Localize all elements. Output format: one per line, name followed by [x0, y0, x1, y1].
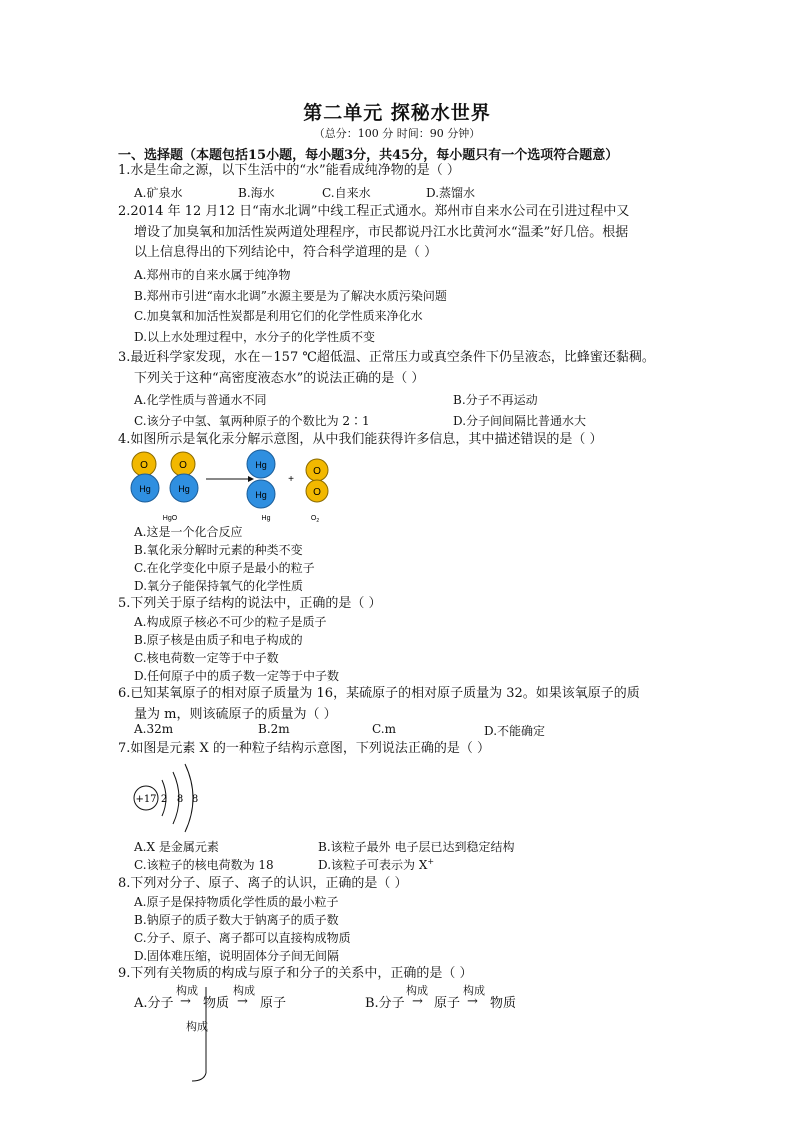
reaction-arrowhead — [248, 476, 254, 482]
oxygen-atom-label: O — [179, 460, 187, 471]
q8-option-d: D.固体难压缩，说明固体分子间无间隔 — [134, 949, 340, 963]
q5-option-a: A.构成原子核必不可少的粒子是质子 — [134, 615, 327, 629]
question-6-line-1: 6.已知某氧原子的相对原子质量为 16，某硫原子的相对原子质量为 32。如果该氧原子的质 — [118, 686, 640, 701]
caption-o2-subscript: 2 — [316, 518, 320, 524]
plus-sign: + — [288, 474, 294, 485]
q9-option-a-substance: 物质 — [203, 996, 230, 1011]
oxygen-atom-label: O — [313, 466, 321, 477]
q3-option-b: B.分子不再运动 — [453, 393, 538, 407]
question-7 — [118, 739, 490, 760]
question-7-stem: 7.如图是元素 X 的一种粒子结构示意图，下列说法正确的是（ ） — [118, 741, 491, 756]
q4-option-c: C.在化学变化中原子是最小的粒子 — [134, 561, 315, 575]
q5-option-d: D.任何原子中的质子数一定等于中子数 — [134, 669, 340, 683]
question-6 — [118, 684, 640, 725]
q6-option-a: A.32m — [134, 722, 174, 736]
mercury-atom-label: Hg — [139, 484, 151, 494]
q1-option-a: A.矿泉水 — [134, 186, 183, 200]
caption-hgo: HgO — [162, 515, 178, 522]
q8-option-c: C.分子、原子、离子都可以直接构成物质 — [134, 931, 351, 945]
shell-1-electrons: 2 — [160, 794, 168, 805]
q2-option-d: D.以上水处理过程中，水分子的化学性质不变 — [134, 330, 376, 344]
question-5-stem: 5.下列关于原子结构的说法中，正确的是（ ） — [118, 596, 382, 611]
q7-option-b: B.该粒子最外 电子层已达到稳定结构 — [318, 840, 515, 854]
question-3-line-2: 下列关于这种“高密度液态水”的说法正确的是（ ） — [134, 370, 425, 386]
q9-option-a-arrow-1: → — [180, 994, 191, 1009]
question-1 — [118, 161, 460, 182]
section-heading: 一、选择题（本题包括15小题，每小题3分，共45分，每小题只有一个选项符合题意） — [118, 148, 619, 163]
q9-option-a-label-2: 构成 — [233, 984, 255, 997]
q9-return-arrow-line — [188, 985, 212, 1085]
caption-hg: Hg — [261, 515, 271, 522]
oxygen-atom-label: O — [313, 487, 321, 498]
question-3-line-1: 3.最近科学家发现，水在－157 ℃超低温、正常压力或真空条件下仍呈液态，比蜂蜜还黏稠。 — [118, 350, 655, 365]
q2-option-a: A.郑州市的自来水属于纯净物 — [134, 268, 291, 282]
shell-3-electrons: 8 — [191, 794, 199, 805]
q4-option-d: D.氧分子能保持氧气的化学性质 — [134, 579, 304, 593]
q2-option-b: B.郑州市引进“南水北调”水源主要是为了解决水质污染问题 — [134, 289, 447, 303]
return-line-curve — [192, 1073, 206, 1081]
q7-option-c: C.该粒子的核电荷数为 18 — [134, 858, 274, 872]
q8-option-a: A.原子是保持物质化学性质的最小粒子 — [134, 895, 339, 909]
oxygen-atom-label: O — [140, 460, 148, 471]
q4-option-a: A.这是一个化合反应 — [134, 525, 243, 539]
q7-option-a: A.X 是金属元素 — [134, 840, 219, 854]
caption-o2 — [311, 515, 319, 524]
question-5 — [118, 594, 382, 615]
q6-option-d: D.不能确定 — [484, 724, 546, 738]
question-1-stem: 1.水是生命之源，以下生活中的“水”能看成纯净物的是（ ） — [118, 163, 460, 178]
mercury-atom-label: Hg — [255, 460, 267, 470]
q9-option-a-bottom-label: 构成 — [186, 1020, 208, 1033]
q1-option-c: C.自来水 — [322, 186, 371, 200]
question-8-stem: 8.下列对分子、原子、离子的认识，正确的是（ ） — [118, 876, 408, 891]
question-6-line-2: 量为 m，则该硫原子的质量为（ ） — [134, 706, 337, 722]
shell-2-electrons: 8 — [176, 794, 184, 805]
q7-option-d-superscript: + — [427, 857, 435, 866]
page-title: 第二单元 探秘水世界 — [303, 102, 491, 124]
atomic-structure-diagram — [128, 758, 218, 838]
q9-option-b-arrow-2: → — [467, 994, 478, 1009]
q3-option-a: A.化学性质与普通水不同 — [134, 393, 267, 407]
q8-option-b: B.钠原子的质子数大于钠离子的质子数 — [134, 913, 339, 927]
q7-option-d-text: D.该粒子可表示为 X — [318, 858, 428, 872]
q6-option-c: C.m — [372, 722, 396, 736]
q9-option-b-molecule: B.分子 — [365, 996, 405, 1011]
q3-option-c: C.该分子中氢、氧两种原子的个数比为 2∶1 — [134, 414, 370, 428]
q3-option-d: D.分子间间隔比普通水大 — [453, 414, 587, 428]
question-8 — [118, 874, 408, 895]
q9-option-a-arrow-2: → — [237, 994, 248, 1009]
q4-option-b: B.氧化汞分解时元素的种类不变 — [134, 543, 303, 557]
q2-option-c: C.加臭氧和加活性炭都是利用它们的化学性质来净化水 — [134, 309, 423, 323]
q6-option-b: B.2m — [258, 722, 290, 736]
mercury-atom-label: Hg — [255, 490, 267, 500]
caption-o2-letter: O — [310, 515, 317, 522]
question-2 — [118, 202, 629, 264]
q9-option-a-molecule: A.分子 — [134, 996, 174, 1011]
question-2-line-3: 以上信息得出的下列结论中，符合科学道理的是（ ） — [134, 245, 438, 261]
q1-option-d: D.蒸馏水 — [426, 186, 476, 200]
q5-option-b: B.原子核是由质子和电子构成的 — [134, 633, 303, 647]
question-2-line-1: 2.2014 年 12 月12 日“南水北调”中线工程正式通水。郑州市自来水公司在引进过程中又 — [118, 204, 630, 219]
question-3 — [118, 348, 655, 389]
q9-option-a-label-1: 构成 — [176, 984, 198, 997]
q9-option-a-atom: 原子 — [260, 996, 287, 1011]
q9-option-b-label-1: 构成 — [406, 984, 428, 997]
q9-option-b-substance: 物质 — [490, 996, 517, 1011]
question-9-stem: 9.下列有关物质的构成与原子和分子的关系中，正确的是（ ） — [118, 966, 473, 981]
page-subtitle: （总分：100 分 时间：90 分钟） — [313, 127, 481, 140]
mercury-oxide-decomposition-diagram — [120, 448, 350, 528]
question-4-stem: 4.如图所示是氧化汞分解示意图，从中我们能获得许多信息，其中描述错误的是（ ） — [118, 432, 603, 447]
nucleus-charge: +17 — [135, 794, 157, 805]
q9-option-b-atom: 原子 — [434, 996, 461, 1011]
q9-option-b-label-2: 构成 — [463, 984, 485, 997]
q7-option-d — [318, 856, 434, 873]
q5-option-c: C.核电荷数一定等于中子数 — [134, 651, 279, 665]
q1-option-b: B.海水 — [238, 186, 275, 200]
question-2-line-2: 增设了加臭氧和加活性炭两道处理程序，市民都说丹江水比黄河水“温柔”好几倍。根据 — [134, 224, 629, 240]
mercury-atom-label: Hg — [178, 484, 190, 494]
q9-option-b-arrow-1: → — [412, 994, 423, 1009]
